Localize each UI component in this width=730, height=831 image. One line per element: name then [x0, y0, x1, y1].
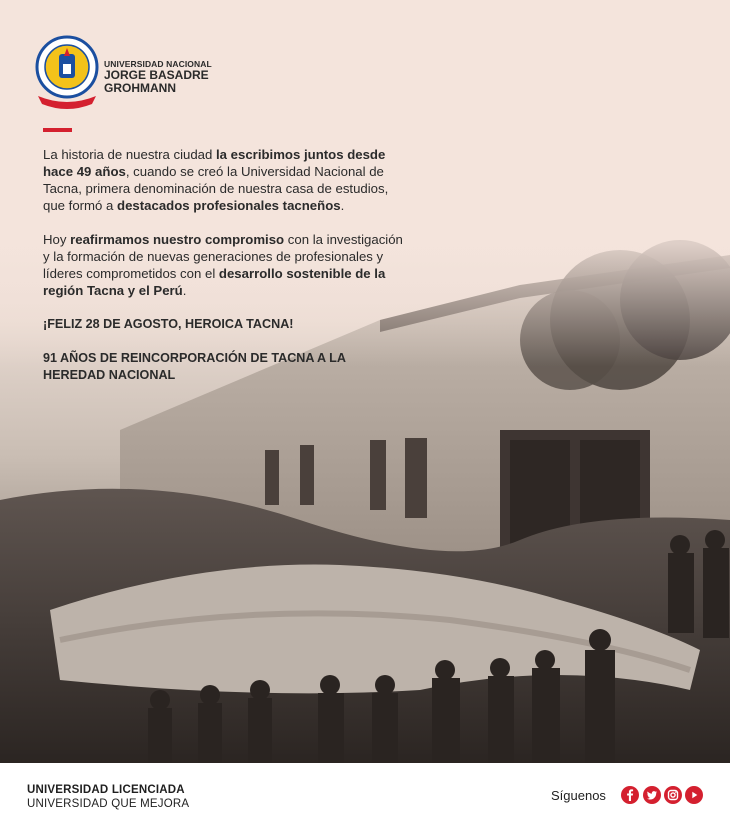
greeting: ¡FELIZ 28 DE AGOSTO, HEROICA TACNA!: [43, 317, 294, 331]
youtube-icon[interactable]: [685, 786, 703, 804]
footer-slogan: UNIVERSIDAD QUE MEJORA: [27, 798, 190, 810]
brand-line-2: JORGE BASADRE: [104, 67, 209, 82]
footer-licensed: UNIVERSIDAD LICENCIADA: [27, 784, 185, 796]
facebook-icon[interactable]: [621, 786, 639, 804]
anniversary: 91 AÑOS DE REINCORPORACIÓN DE TACNA A LA HEREDAD NACIONAL: [43, 351, 346, 382]
footer: [0, 763, 730, 831]
paragraph-history: La historia de nuestra ciudad la escribimos juntos desde hace 49 años, cuando se creó la Universidad Nacional de Tacna, primera denominación de nuestra casa de estudios, que formó a destacados profesionales tacneños.: [43, 147, 389, 213]
brand-line-1: UNIVERSIDAD NACIONAL: [104, 59, 212, 69]
accent-bar: [43, 128, 72, 132]
message-text: [43, 146, 403, 401]
twitter-icon[interactable]: [643, 786, 661, 804]
brand-line-3: GROHMANN: [104, 80, 176, 95]
paragraph-commitment: Hoy reafirmamos nuestro compromiso con la investigación y la formación de nuevas generaciones de profesionales y líderes comprometidos con el desarrollo sostenible de la región Tacna y el Perú.: [43, 232, 403, 298]
instagram-icon[interactable]: [664, 786, 682, 804]
follow-label: Síguenos: [551, 788, 606, 803]
university-seal-logo: [34, 34, 100, 110]
university-name: [104, 60, 212, 94]
